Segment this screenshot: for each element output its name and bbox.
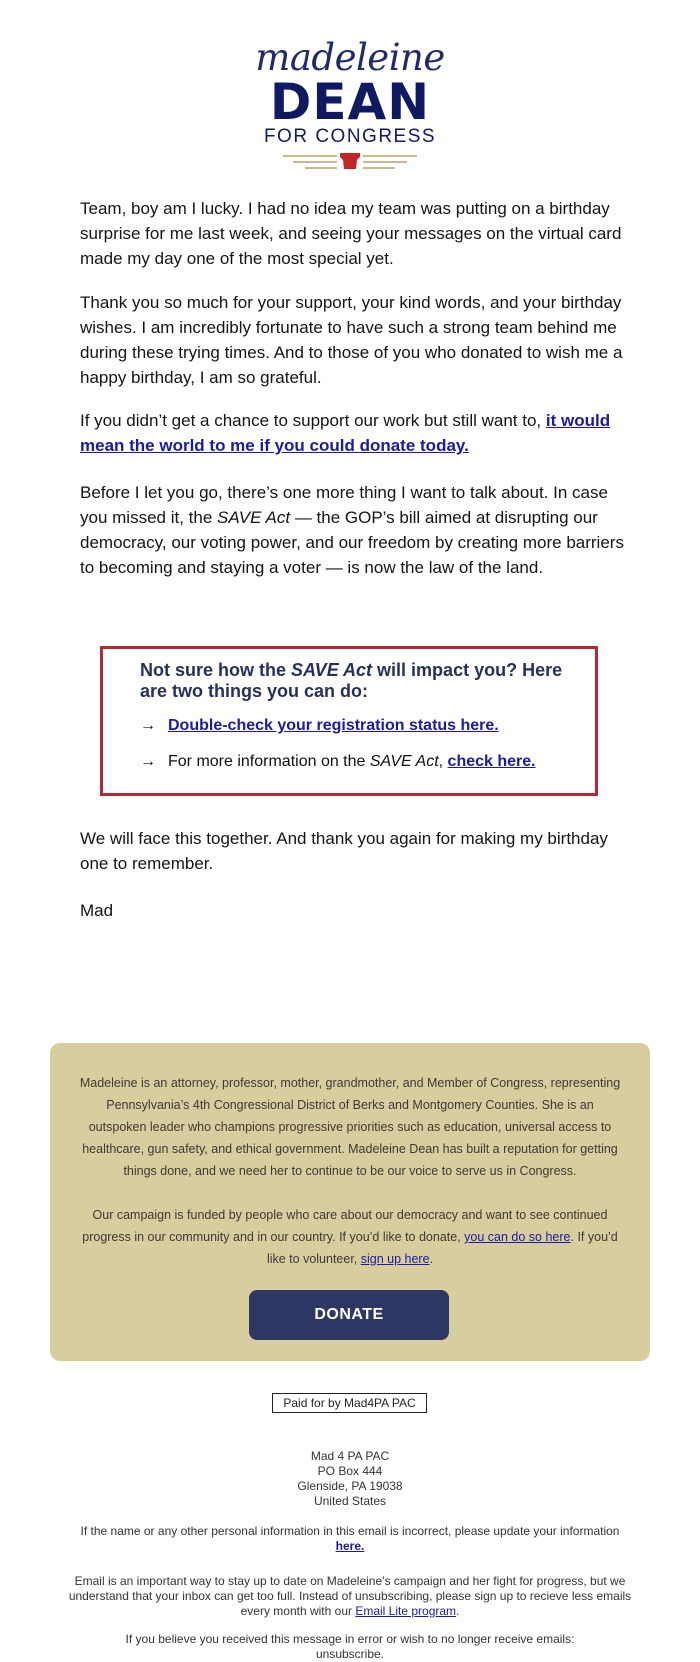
logo-script-name: madeleine [255,36,445,79]
funding-text: Our campaign is funded by people who care about our democracy and want to see continued progress in our community and in our country. If you’d like to donate, you can do so here. If you’d like to volunteer, sign up here. [82,1208,618,1266]
signoff [80,898,625,923]
donate-here-link[interactable]: you can do so here [464,1230,571,1244]
paragraph-thanks [80,290,625,390]
save-act-callout [100,646,598,796]
paid-for-disclaimer: Paid for by Mad4PA PAC [272,1393,427,1413]
paragraph-birthday [80,196,625,271]
save-act-emphasis: SAVE Act [217,508,291,527]
unsubscribe-link[interactable]: unsubscribe. [315,1647,385,1661]
update-info-link[interactable]: here. [335,1539,365,1553]
paragraph-text: Thank you so much for your support, your kind words, and your birthday wishes. I am incredibly fortunate to have such a strong team behind me during these trying times. And to those of you who donated to wish me a happy birthday, I am so grateful. [80,293,623,387]
paragraph-text: Before I let you go, there’s one more thing I want to talk about. In case you missed it, the [80,483,608,527]
logo-tagline: FOR CONGRESS [263,126,437,147]
campaign-logo [0,38,700,174]
bio-text: Madeleine is an attorney, professor, mother, grandmother, and Member of Congress, representing Pennsylvania’s 4th Congressional District of Berks and Montgomery Counties. She is an outspoken leader who champions progressive priorities such as education, universal access to healthcare, gun safety, and ethical government. Madeleine Dean has built a reputation for getting things done, and we need her to continue to be our voice to serve us in Congress. [79,1076,621,1178]
email-lite-notice [56,1574,644,1619]
paragraph-text: Team, boy am I lucky. I had no idea my team was putting on a birthday surprise for me last week, and seeing your messages on the virtual card made my day one of the most special yet. [80,199,622,268]
save-act-emphasis: SAVE Act [369,753,439,770]
about-panel [50,1043,650,1361]
donate-button[interactable]: DONATE [249,1290,449,1340]
callout-item-info [140,751,536,773]
signoff-text: Mad [80,901,114,920]
save-act-info-link[interactable]: check here. [447,753,536,770]
paragraph-text: — the GOP’s bill aimed at disrupting our democracy, our voting power, and our freedom by creating more barriers to becoming and staying a voter — is now the law of the land. [80,508,624,577]
unsubscribe-notice [60,1632,640,1662]
notice-text: If you believe you received this message in error or wish to no longer receive emails: [125,1632,575,1646]
paragraph-donate-ask [80,408,625,458]
paragraph-save-act [80,480,625,580]
donate-today-link[interactable]: it would mean the world to me if you could donate today. [80,411,611,455]
callout-title: Not sure how the SAVE Act will impact you? Here are two things you can do: [140,660,563,701]
paragraph-closing [80,826,625,876]
email-lite-link[interactable]: Email Lite program [355,1604,457,1618]
address-line: PO Box 444 [317,1464,383,1478]
callout-item-text: , [438,753,448,770]
registration-status-link[interactable]: Double-check your registration status here. [168,717,499,734]
callout-item-registration [140,715,499,737]
notice-text: If the name or any other personal information in this email is incorrect, please update your information [80,1524,620,1538]
paragraph-text: If you didn’t get a chance to support our work but still want to, [80,411,546,430]
arrow-icon: → [140,753,156,770]
keystone-icon [275,152,425,174]
paragraph-text: We will face this together. And thank you again for making my birthday one to remember. [80,829,608,873]
callout-item-text: For more information on the [168,753,370,770]
notice-text: . [456,1604,460,1618]
address-line: United States [313,1494,387,1508]
address-line: Glenside, PA 19038 [297,1479,403,1493]
update-info-notice [50,1524,650,1554]
mailing-address [60,1449,640,1509]
notice-text: Email is an important way to stay up to date on Madeleine’s campaign and her fight for progress, but we understand that your inbox can get too full. Instead of unsubscribing, please sign up to recieve less emails every month with our [68,1574,632,1618]
arrow-icon: → [140,717,156,734]
address-line: Mad 4 PA PAC [310,1449,390,1463]
logo-surname: DEAN [269,73,431,131]
volunteer-link[interactable]: sign up here [360,1252,430,1266]
